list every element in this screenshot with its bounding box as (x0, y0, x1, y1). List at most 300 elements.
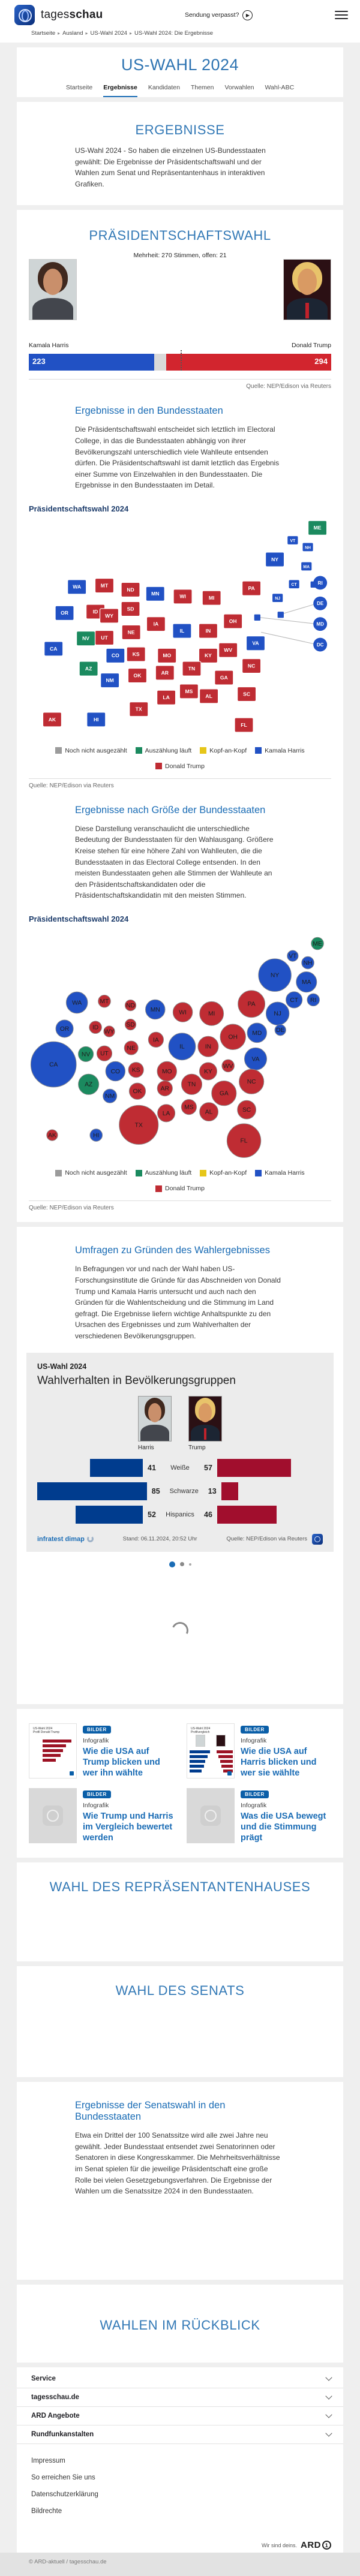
svg-text:MI: MI (208, 1010, 215, 1018)
svg-text:VT: VT (290, 538, 296, 543)
map-state-GA[interactable] (215, 670, 233, 685)
chart-stand: Stand: 06.11.2024, 20:52 Uhr (122, 1536, 197, 1543)
footer-accordion-service[interactable] (17, 2370, 343, 2388)
trump-chart-photo-block (188, 1396, 222, 1451)
svg-text:OH: OH (229, 618, 237, 624)
group-label: Schwarze (169, 1487, 199, 1495)
svg-text:WV: WV (224, 647, 233, 654)
svg-text:MN: MN (151, 591, 160, 597)
bubble-state-VT[interactable] (287, 950, 298, 961)
map-chart-title: Präsidentschaftswahl 2024 (29, 504, 129, 513)
teaser-thumbnail (187, 1788, 235, 1843)
group-label: Weiße (170, 1464, 190, 1471)
bubble-state-PA[interactable] (238, 991, 265, 1018)
breadcrumb-item[interactable]: US-Wahl 2024 (90, 30, 127, 37)
legend-item (136, 1169, 192, 1176)
chevron-down-icon (325, 2430, 332, 2437)
svg-text:LA: LA (163, 694, 170, 701)
bubble-state-WY[interactable] (104, 1026, 115, 1037)
map-state-SD[interactable] (121, 601, 140, 616)
ard-claim: Wir sind deins. (261, 2542, 297, 2548)
bubble-state-DE[interactable] (275, 1025, 286, 1036)
teaser-meta (83, 1723, 173, 1778)
trump-bar-area (221, 1482, 323, 1500)
map-state-LA[interactable] (157, 690, 176, 705)
map-state-RI[interactable] (313, 576, 327, 589)
footer-link-soerreichensieuns[interactable]: So erreichen Sie uns (31, 2474, 95, 2482)
svg-text:NV: NV (81, 1051, 91, 1058)
svg-text:ME: ME (313, 940, 322, 947)
svg-text:GA: GA (219, 1090, 229, 1097)
map-state-AZ[interactable] (79, 661, 98, 676)
senate-card (17, 1966, 343, 2077)
bubble-chart-title: Präsidentschaftswahl 2024 (29, 914, 129, 923)
bubble-state-UT[interactable] (97, 1046, 112, 1061)
map-state-MN[interactable] (146, 586, 164, 601)
harris-bar-area (37, 1459, 143, 1477)
map-state-WA[interactable] (68, 580, 86, 594)
chart-source: Quelle: NEP/Edison via Reuters (226, 1536, 307, 1543)
senate-results-card (17, 2082, 343, 2280)
bubble-state-NV[interactable] (78, 1046, 93, 1061)
teaser-meta (241, 1723, 331, 1778)
bubble-state-MO[interactable] (157, 1061, 177, 1081)
carousel-dot-2[interactable] (180, 1562, 184, 1566)
map-source: Quelle: NEP/Edison via Reuters (29, 782, 114, 789)
map-state-IA[interactable] (146, 617, 165, 631)
bubble-state-CO[interactable] (106, 1061, 125, 1081)
president-card (17, 210, 343, 1222)
svg-text:VA: VA (252, 640, 259, 646)
teaser-title[interactable]: Wie die USA auf Trump blicken und wer ihn wählte (83, 1746, 160, 1778)
bubble-state-KS[interactable] (128, 1063, 143, 1078)
footer-accordion-ardangebote[interactable] (17, 2407, 343, 2425)
map-state-OH[interactable] (224, 614, 242, 628)
map-state-KS[interactable] (127, 647, 145, 661)
legend-item (155, 763, 205, 770)
tab-ergebnisse[interactable]: Ergebnisse (103, 84, 137, 97)
us-bubble-cartogram[interactable] (29, 927, 331, 1163)
bubble-state-NH[interactable] (302, 956, 314, 969)
svg-text:AK: AK (48, 716, 56, 723)
svg-text:MA: MA (302, 979, 311, 986)
svg-text:NJ: NJ (275, 596, 281, 601)
play-icon[interactable]: ▶ (242, 10, 253, 20)
menu-icon[interactable] (335, 11, 348, 19)
map-state-WV[interactable] (219, 643, 238, 657)
map-state-IL[interactable] (173, 624, 191, 638)
carousel-dot-1[interactable] (169, 1561, 175, 1567)
svg-text:MO: MO (163, 652, 172, 659)
svg-text:NM: NM (106, 677, 114, 684)
map-state-MI[interactable] (202, 591, 221, 605)
svg-text:CT: CT (291, 583, 297, 588)
map-state-HI[interactable] (87, 712, 106, 727)
svg-text:IA: IA (153, 621, 159, 627)
bubble-state-MT[interactable] (98, 995, 111, 1007)
legend-label: Auszählung läuft (145, 747, 192, 754)
svg-text:PA: PA (248, 585, 255, 591)
bubble-state-AL[interactable] (200, 1103, 218, 1121)
breadcrumb-item[interactable]: Ausland (62, 30, 83, 37)
teaser-2[interactable] (187, 1723, 331, 1778)
brand-wordmark[interactable]: tagesschau (41, 8, 103, 21)
legend-swatch (255, 747, 262, 754)
trump-value: 46 (204, 1510, 212, 1519)
teaser-thumbnail: US-Wahl 2024 Profilvergleich (187, 1723, 235, 1778)
electoral-college-bar[interactable] (29, 354, 331, 371)
breadcrumb-item[interactable]: Startseite (31, 30, 56, 37)
svg-text:RI: RI (310, 997, 317, 1004)
map-state-ME[interactable] (308, 520, 327, 535)
svg-text:NE: NE (127, 629, 135, 636)
bubble-source: Quelle: NEP/Edison via Reuters (29, 1205, 114, 1212)
map-state-CT[interactable] (289, 580, 299, 589)
svg-text:DE: DE (317, 601, 324, 607)
svg-text:CA: CA (49, 1061, 58, 1069)
svg-text:KS: KS (131, 1067, 140, 1074)
teaser-meta (241, 1788, 331, 1843)
legend-label: Kopf-an-Kopf (209, 1169, 247, 1177)
harris-bar-segment (29, 354, 154, 371)
svg-text:MS: MS (185, 688, 193, 694)
svg-text:NJ: NJ (274, 1010, 281, 1018)
bubble-state-FL[interactable] (227, 1124, 260, 1157)
bubble-state-GA[interactable] (212, 1081, 236, 1106)
map-state-ND[interactable] (121, 582, 140, 597)
carousel-dot-3[interactable] (189, 1563, 191, 1566)
svg-text:AK: AK (48, 1132, 56, 1139)
us-choropleth-map[interactable] (29, 517, 331, 741)
svg-text:TN: TN (187, 1081, 196, 1088)
breadcrumb-item[interactable]: US-Wahl 2024: Die Ergebnisse (134, 30, 214, 37)
trump-chart-label: Trump (188, 1444, 206, 1451)
legend-label: Auszählung läuft (145, 1169, 192, 1177)
map-state-MA[interactable] (301, 562, 312, 571)
survey-heading: Umfragen zu Gründen des Wahlergebnisses (75, 1245, 270, 1256)
bubble-state-SC[interactable] (238, 1100, 256, 1119)
ard-logo[interactable]: ARD 1 (301, 2540, 331, 2550)
legend-item (200, 747, 247, 754)
map-state-AL[interactable] (200, 689, 218, 703)
bubble-state-VA[interactable] (244, 1048, 266, 1070)
infografik-teasers-card (17, 1709, 343, 1858)
svg-text:FL: FL (241, 721, 247, 728)
tab-startseite[interactable]: Startseite (65, 84, 93, 91)
svg-text:OK: OK (133, 672, 142, 679)
map-state-NV[interactable] (77, 631, 95, 646)
trump-value: 57 (204, 1463, 212, 1472)
svg-text:WI: WI (179, 593, 186, 600)
map-state-NJ[interactable] (272, 594, 283, 603)
map-state-TN[interactable] (182, 661, 201, 676)
teaser-meta (83, 1788, 173, 1843)
svg-text:MN: MN (150, 1006, 160, 1013)
svg-text:KY: KY (204, 1068, 212, 1075)
svg-text:NH: NH (303, 959, 313, 967)
svg-text:MD: MD (252, 1030, 262, 1037)
bubble-state-WI[interactable] (173, 1003, 193, 1022)
bubble-state-WV[interactable] (222, 1060, 235, 1072)
map-state-MS[interactable] (179, 684, 198, 699)
harris-value: 52 (148, 1510, 156, 1519)
svg-text:RI: RI (317, 580, 323, 586)
teaser-kicker: Infografik (83, 1737, 109, 1744)
svg-text:AL: AL (205, 693, 212, 699)
tab-kandidaten[interactable]: Kandidaten (148, 84, 180, 91)
sendung-verpasst-link[interactable] (185, 10, 253, 20)
bubble-state-TN[interactable] (181, 1074, 202, 1094)
svg-text:TX: TX (135, 706, 142, 712)
footer-link-bildrechte[interactable]: Bildrechte (31, 2508, 62, 2515)
legend-label: Kamala Harris (265, 747, 305, 754)
trump-bar-area (217, 1459, 323, 1477)
bubble-state-IA[interactable] (148, 1032, 163, 1047)
teaser-1[interactable] (29, 1723, 173, 1778)
svg-text:VA: VA (251, 1056, 260, 1063)
bubble-state-CT[interactable] (286, 992, 302, 1008)
legend-swatch (255, 1170, 262, 1176)
tab-bar (23, 84, 337, 97)
svg-text:FL: FL (240, 1137, 248, 1145)
map-legend (29, 747, 331, 770)
svg-text:VT: VT (289, 953, 297, 960)
map-state-CO[interactable] (106, 648, 125, 663)
demo-row-weiße (37, 1457, 323, 1479)
bubble-state-MI[interactable] (200, 1001, 224, 1025)
svg-text:NC: NC (247, 1079, 256, 1086)
bubble-state-NM[interactable] (103, 1089, 117, 1103)
legend-item (255, 747, 305, 754)
legend-swatch (55, 747, 62, 754)
map-state-NE[interactable] (122, 625, 140, 639)
bubble-state-LA[interactable] (158, 1105, 175, 1122)
map-state-DE[interactable] (313, 597, 327, 610)
map-state-WI[interactable] (173, 589, 192, 604)
bubble-state-NC[interactable] (239, 1069, 264, 1094)
bubble-state-TX[interactable] (119, 1105, 158, 1144)
teaser-4[interactable] (187, 1788, 331, 1843)
majority-marker (181, 350, 182, 371)
svg-text:WY: WY (105, 612, 113, 619)
intro-card (17, 102, 343, 205)
map-state-OR[interactable] (55, 606, 74, 620)
map-state-MO[interactable] (158, 648, 176, 663)
legend-item (55, 1169, 127, 1176)
map-state-PA[interactable] (242, 581, 261, 595)
bubble-state-AK[interactable] (47, 1130, 58, 1140)
globe-placeholder-icon (43, 1805, 63, 1826)
legend-swatch (155, 1185, 162, 1192)
svg-text:WV: WV (223, 1063, 233, 1070)
svg-text:UT: UT (101, 634, 108, 641)
svg-text:IL: IL (179, 627, 185, 634)
map-state-NH[interactable] (302, 543, 313, 552)
map-state-NC[interactable] (242, 658, 261, 673)
map-state-FL[interactable] (235, 718, 253, 732)
svg-text:UT: UT (100, 1051, 109, 1058)
legend-swatch (136, 1170, 142, 1176)
teaser-kicker: Infografik (241, 1801, 267, 1809)
breadcrumb-separator-icon: ▸ (58, 31, 61, 36)
bubble-state-RI[interactable] (307, 994, 320, 1006)
svg-text:ND: ND (126, 1002, 135, 1009)
group-label: Hispanics (166, 1510, 194, 1518)
svg-text:MD: MD (316, 621, 324, 627)
map-state-VA[interactable] (247, 636, 265, 651)
legend-item (55, 747, 127, 754)
trump-name: Donald Trump (292, 342, 331, 350)
map-state-AK[interactable] (43, 712, 61, 727)
states-results-heading: Ergebnisse in den Bundesstaaten (75, 405, 223, 417)
svg-text:ID: ID (92, 1024, 99, 1031)
footer-accordion-tagesschaude[interactable] (17, 2388, 343, 2407)
svg-text:WA: WA (73, 583, 82, 590)
open-bar-segment (154, 354, 166, 371)
bubble-state-ME[interactable] (311, 937, 324, 950)
trump-bar (221, 1482, 238, 1500)
legend-swatch (200, 747, 206, 754)
teaser-kicker: Infografik (241, 1737, 267, 1744)
svg-text:NH: NH (305, 546, 311, 550)
map-state-VT[interactable] (287, 535, 298, 544)
legend-label: Kopf-an-Kopf (209, 747, 247, 754)
bubble-state-WA[interactable] (66, 992, 88, 1013)
bubble-state-MA[interactable] (296, 971, 317, 992)
bubble-state-SD[interactable] (125, 1019, 136, 1030)
tab-vorwahlen[interactable]: Vorwahlen (224, 84, 254, 91)
senate-heading: WAHL DES SENATS (115, 1983, 245, 1999)
svg-text:SC: SC (242, 1107, 251, 1114)
footer-link-impressum[interactable]: Impressum (31, 2457, 65, 2465)
svg-text:KS: KS (132, 651, 140, 657)
copyright-bar (0, 2553, 360, 2576)
tab-wahlabc[interactable]: Wahl-ABC (265, 84, 295, 91)
bilder-badge: BILDER (83, 1726, 111, 1734)
chevron-down-icon (325, 2375, 332, 2381)
svg-text:WA: WA (72, 1000, 82, 1007)
map-state-NM[interactable] (101, 673, 119, 688)
accordion-label: ARD Angebote (31, 2412, 80, 2420)
svg-text:NM: NM (105, 1093, 115, 1100)
teaser-title[interactable]: Wie Trump und Harris im Vergleich bewertet werden (83, 1811, 173, 1843)
bubble-state-KY[interactable] (199, 1063, 217, 1080)
bubble-state-CA[interactable] (31, 1042, 76, 1087)
harris-bar-area (37, 1506, 143, 1524)
legend-label: Noch nicht ausgezählt (65, 1169, 127, 1177)
bubble-state-AR[interactable] (157, 1081, 172, 1096)
svg-text:CO: CO (110, 1068, 121, 1075)
bubble-state-MN[interactable] (145, 1000, 165, 1019)
svg-text:OR: OR (59, 1025, 70, 1033)
harris-chart-photo (138, 1396, 172, 1442)
harris-bar (76, 1506, 143, 1524)
map-state-WY[interactable] (100, 609, 119, 623)
trump-chart-photo (188, 1396, 222, 1442)
teaser-kicker: Infografik (83, 1801, 109, 1809)
bubble-state-NE[interactable] (124, 1041, 138, 1055)
legend-swatch (155, 763, 162, 769)
bubble-state-ID[interactable] (89, 1021, 102, 1034)
site-header (0, 0, 360, 26)
size-results-text: Diese Darstellung veranschaulicht die unterschiedliche Bedeutung der Bundesstaaten für den Wahlausgang. Größere Kreise stehen für eine höhere Zahl von Wahlleuten, die die Bundesstaaten in das Electoral College entsenden. In den meisten Bundesstaaten gehen alle Stimmen der Wahlleute an den Präsidentschaftskandidaten oder die Präsidentschaftskandidatin mit den meisten Stimmen. (75, 824, 274, 900)
map-state-AR[interactable] (155, 666, 174, 680)
demographics-rows (37, 1457, 323, 1525)
map-state-UT[interactable] (95, 631, 114, 645)
loading-area (29, 1567, 331, 1693)
footer-link-datenschutzerklrung[interactable]: Datenschutzerklärung (31, 2491, 98, 2499)
trump-bar-area (217, 1506, 323, 1524)
demo-row-schwarze (37, 1480, 323, 1502)
footer-accordion-rundfunkanstalten[interactable] (17, 2425, 343, 2444)
tagesschau-logo-icon[interactable] (14, 5, 35, 25)
svg-text:ND: ND (127, 586, 134, 593)
teaser-3[interactable] (29, 1788, 173, 1843)
chart-title: Wahlverhalten in Bevölkerungsgruppen (37, 1374, 236, 1387)
sendung-label: Sendung verpasst? (184, 11, 239, 19)
trump-value: 13 (208, 1486, 217, 1495)
map-state-OK[interactable] (128, 669, 147, 683)
bubble-state-HI[interactable] (90, 1129, 103, 1142)
harris-chart-label: Harris (138, 1444, 154, 1451)
svg-text:MS: MS (184, 1104, 194, 1111)
map-state-NY[interactable] (266, 552, 284, 567)
svg-text:SD: SD (126, 1022, 135, 1029)
election-nav-card (17, 47, 343, 97)
map-state-IN[interactable] (199, 624, 217, 638)
bubble-state-MD[interactable] (247, 1023, 267, 1043)
loading-spinner-icon (169, 1620, 191, 1641)
bubble-state-OR[interactable] (56, 1020, 73, 1037)
bubble-state-OK[interactable] (129, 1083, 145, 1099)
map-state-DC[interactable] (313, 638, 327, 652)
states-results-text: Die Präsidentschaftswahl entscheidet sich letztlich im Electoral College, in das die Bundesstaaten abhängig von ihrer Bevölkerungszahl unterschiedlich viele Wahlleute entsenden dürfen. Die Präsidentschaftswahl ist damit letztlich das Ergebnis einer Summe von Einzelwahlen in den Bundesstaaten. Die Ergebnisse in den Bundesstaaten im Detail. (75, 425, 280, 490)
map-state-KY[interactable] (199, 648, 217, 663)
svg-text:TX: TX (134, 1122, 143, 1129)
intro-text: US-Wahl 2024 - So haben die einzelnen US-Bundesstaaten gewählt: Die Ergebnisse der Präsidentschaftswahl und der Wahlen zum Senat und Repräsentantenhaus in interaktiven Grafiken. (75, 146, 266, 188)
size-results-heading: Ergebnisse nach Größe der Bundesstaaten (75, 804, 266, 815)
map-state-MT[interactable] (95, 578, 114, 592)
legend-swatch (136, 747, 142, 754)
teaser-title[interactable]: Wie die USA auf Harris blicken und wer sie wählte (241, 1746, 317, 1778)
bubble-state-NJ[interactable] (266, 1002, 289, 1025)
map-state-TX[interactable] (130, 702, 148, 717)
svg-text:WY: WY (104, 1028, 115, 1036)
bubble-state-AZ[interactable] (79, 1074, 99, 1094)
bubble-state-IN[interactable] (198, 1036, 218, 1057)
bubble-state-IL[interactable] (169, 1033, 196, 1060)
bubble-state-MS[interactable] (181, 1099, 196, 1114)
tab-themen[interactable]: Themen (190, 84, 214, 91)
bubble-state-OH[interactable] (220, 1024, 246, 1050)
results-heading: ERGEBNISSE (135, 122, 225, 137)
trump-bar (217, 1459, 291, 1477)
harris-value: 85 (151, 1486, 160, 1495)
bubble-state-NY[interactable] (259, 959, 292, 992)
survey-card (17, 1227, 343, 1704)
harris-name: Kamala Harris (29, 342, 69, 350)
teaser-title[interactable]: Was die USA bewegt und die Stimmung prägt (241, 1811, 326, 1843)
map-state-MD[interactable] (313, 617, 327, 631)
bubble-state-ND[interactable] (125, 1000, 136, 1010)
map-state-SC[interactable] (238, 687, 256, 701)
svg-text:AZ: AZ (85, 665, 92, 672)
legend-swatch (55, 1170, 62, 1176)
trump-photo (283, 259, 331, 320)
svg-text:MO: MO (161, 1068, 172, 1075)
map-state-CA[interactable] (44, 642, 63, 656)
svg-text:KY: KY (205, 652, 212, 659)
